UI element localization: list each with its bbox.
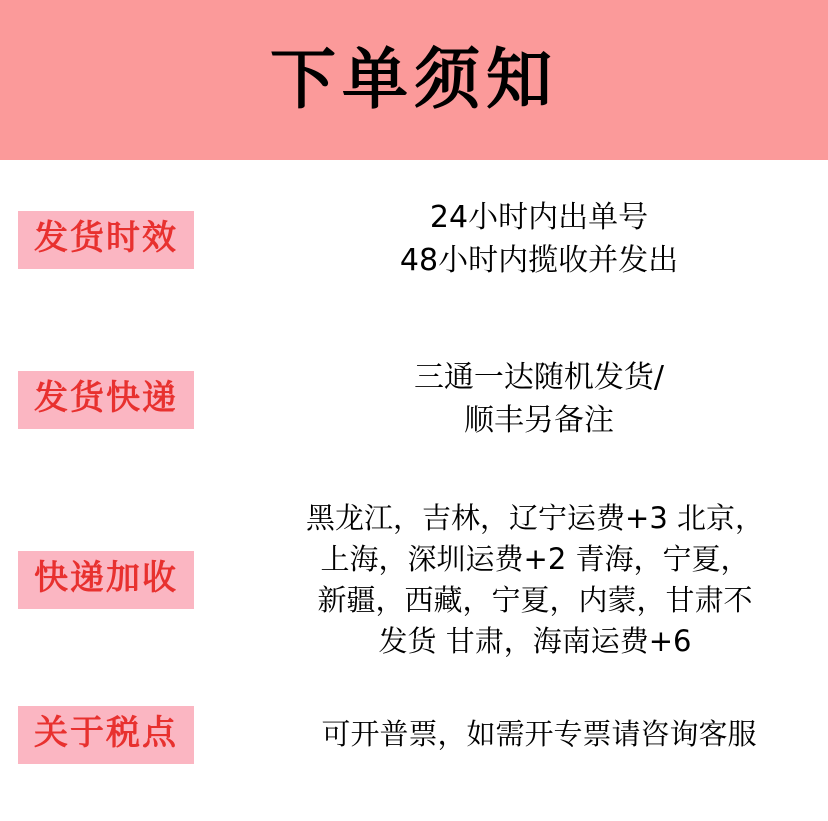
value-line: 新疆，西藏，宁夏，内蒙，甘肃不	[317, 583, 753, 617]
page-banner	[0, 0, 828, 160]
value-line: 24小时内出单号	[429, 200, 649, 236]
page-title: 下单须知	[270, 41, 558, 118]
bottom-spacer	[0, 790, 828, 821]
value-line: 顺丰另备注	[464, 403, 614, 438]
value-line: 三通一达随机发货/	[413, 360, 665, 396]
value-line: 黑龙江，吉林，辽宁运费+3 北京，	[306, 500, 764, 535]
notice-row-tax	[0, 680, 828, 790]
value-cell-tax	[260, 714, 828, 755]
label-shipping-time: 发货时效	[18, 211, 194, 269]
label-cell-extra-fee	[0, 551, 260, 609]
label-courier: 发货快递	[18, 371, 194, 429]
value-line: 48小时内揽收并发出	[399, 243, 679, 278]
label-tax: 关于税点	[18, 706, 194, 764]
label-extra-fee: 快递加收	[18, 551, 194, 609]
value-line: 可开普票，如需开专票请咨询客服	[321, 717, 757, 752]
notice-content	[0, 160, 828, 821]
label-cell-courier	[0, 371, 260, 429]
label-cell-tax	[0, 706, 260, 764]
value-line: 发货 甘肃，海南运费+6	[378, 624, 692, 659]
value-cell-courier	[260, 357, 828, 442]
label-cell-shipping-time	[0, 211, 260, 269]
value-line: 上海，深圳运费+2 青海，宁夏，	[320, 541, 750, 576]
value-cell-extra-fee	[260, 498, 828, 663]
notice-row-extra-fee	[0, 480, 828, 680]
value-cell-shipping-time	[260, 197, 828, 282]
notice-row-shipping-time	[0, 160, 828, 320]
notice-row-courier	[0, 320, 828, 480]
